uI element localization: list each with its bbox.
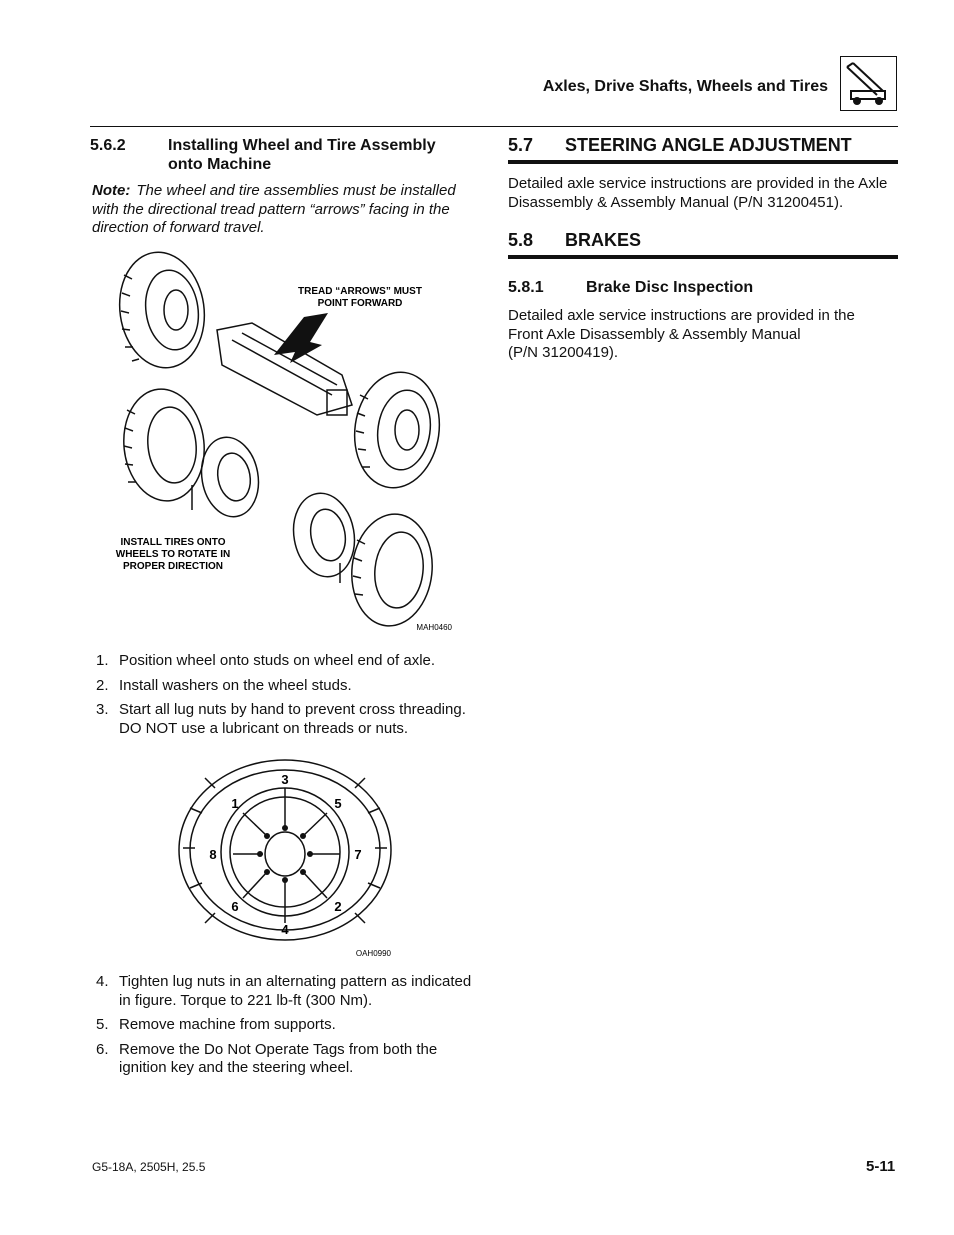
section-title: Installing Wheel and Tire Assembly onto Machine	[168, 137, 436, 173]
lug-nut-sequence-figure	[175, 758, 400, 968]
steps-list-b	[92, 973, 487, 1084]
section-number: 5.7	[508, 135, 534, 155]
footer-doc-id: G5-18A, 2505H, 25.5	[92, 1160, 206, 1174]
section-title: Brake Disc Inspection	[586, 279, 754, 296]
section-5-8-1-body: Detailed axle service instructions are provided in the Front Axle Disassembly & Assembly Manual (P/N 31200419).	[508, 307, 855, 361]
section-5-7-body: Detailed axle service instructions are provided in the Axle Disassembly & Assembly Manual (P/N 31200451).	[508, 175, 888, 211]
callout-install-line-1: INSTALL TIRES ONTO	[120, 537, 226, 548]
lug-label-3: 3	[281, 772, 289, 787]
lug-label-5: 5	[334, 796, 342, 811]
lug-label-7: 7	[354, 847, 362, 862]
note	[92, 182, 482, 238]
note-label: Note:	[92, 182, 131, 199]
list-item: 4. Tighten lug nuts in an alternating pattern as indicated in figure. Torque to 221 lb-ft (300 Nm).	[96, 973, 472, 1009]
lug-label-1: 1	[231, 796, 239, 811]
section-number: 5.8	[508, 230, 534, 250]
steps-list-a	[92, 652, 487, 744]
tire-assembly-figure	[92, 245, 472, 635]
note-text: The wheel and tire assemblies must be installed with the directional tread pattern “arrows” facing in the direction of forward travel.	[92, 182, 456, 236]
section-5-8-heading	[508, 230, 898, 251]
callout-install-line-2: WHEELS TO ROTATE IN	[115, 549, 231, 560]
section-number: 5.6.2	[90, 137, 126, 154]
callout-install-line-3: PROPER DIRECTION	[122, 561, 224, 572]
callout-tread-line-1: TREAD “ARROWS” MUST	[298, 286, 422, 297]
section-5-7-heading	[508, 135, 898, 156]
running-header-title: Axles, Drive Shafts, Wheels and Tires	[542, 78, 828, 95]
list-item: 1. Position wheel onto studs on wheel end of axle.	[96, 652, 436, 669]
lug-label-4: 4	[281, 922, 289, 937]
section-number: 5.8.1	[508, 279, 544, 296]
figure2-code: OAH0990	[355, 949, 391, 958]
page-number: 5-11	[866, 1158, 896, 1175]
lug-label-6: 6	[231, 899, 239, 914]
section-5-8-1-heading	[508, 279, 753, 297]
header-rule	[90, 126, 898, 127]
section-title: STEERING ANGLE ADJUSTMENT	[565, 135, 852, 155]
section-rule	[508, 255, 898, 259]
telehandler-icon	[840, 56, 897, 111]
section-title: BRAKES	[565, 230, 642, 250]
callout-tread-line-2: POINT FORWARD	[317, 298, 403, 309]
section-5-6-2-heading	[90, 136, 480, 174]
lug-label-2: 2	[334, 899, 342, 914]
list-item: 2. Install washers on the wheel studs.	[96, 676, 352, 694]
list-item: 3. Start all lug nuts by hand to prevent cross threading. DO NOT use a lubricant on threads or nuts.	[96, 701, 466, 737]
figure1-code: MAH0460	[416, 623, 452, 632]
list-item: 5. Remove machine from supports.	[96, 1016, 336, 1033]
section-rule	[508, 160, 898, 164]
lug-label-8: 8	[209, 847, 217, 862]
list-item: 6. Remove the Do Not Operate Tags from both the ignition key and the steering wheel.	[96, 1040, 438, 1076]
